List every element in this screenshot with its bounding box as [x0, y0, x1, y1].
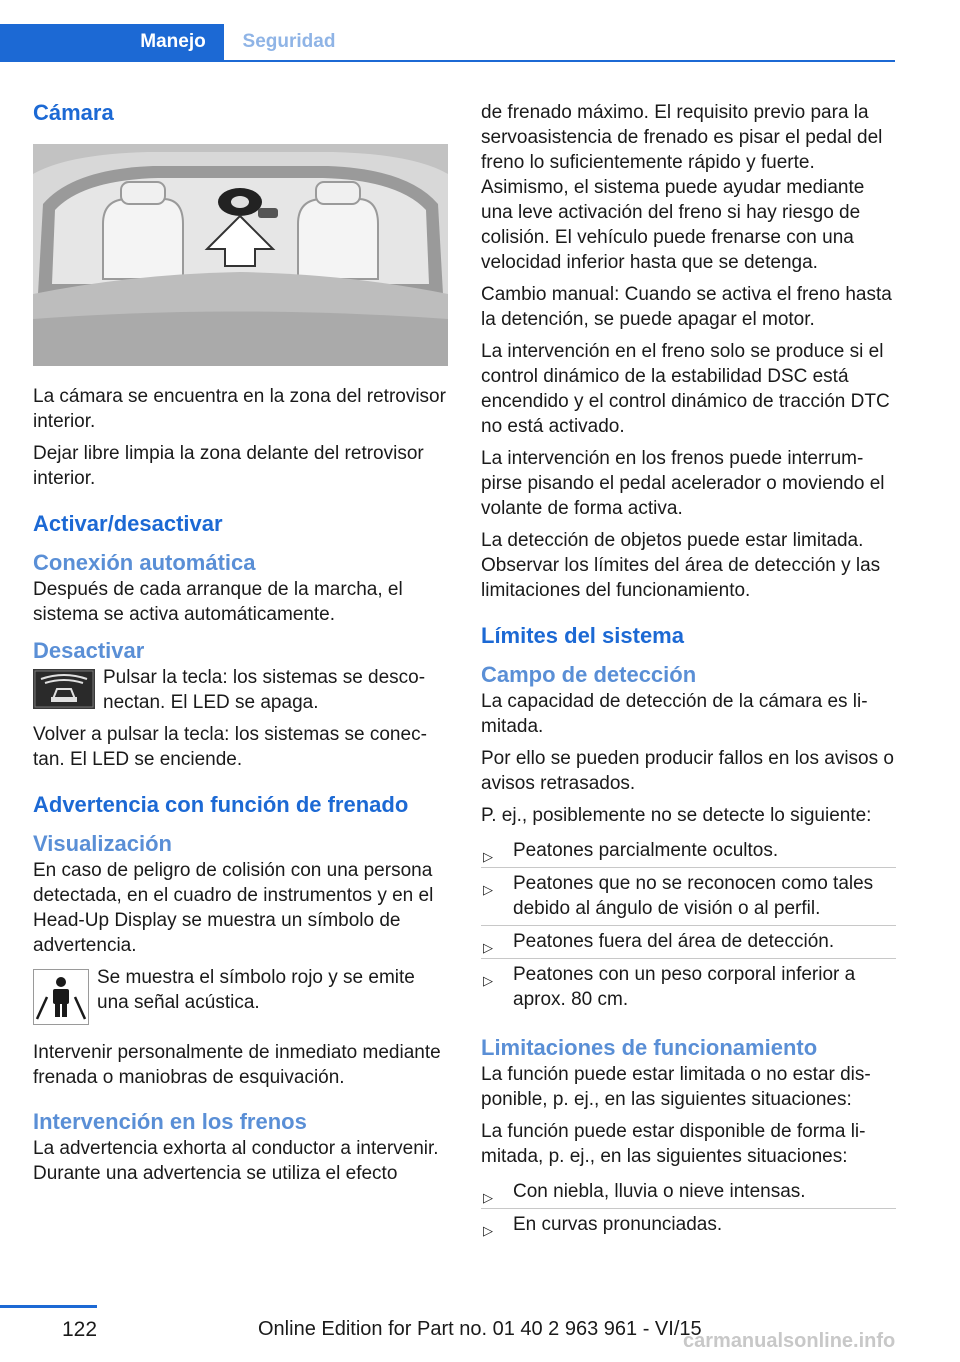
triangle-bullet-icon: ▷ — [483, 882, 493, 897]
edition-text: Online Edition for Part no. 01 40 2 963 961 - VI/15 — [258, 1318, 702, 1340]
text-intervenir: Intervenir personalmente de inmediato mediante frenada o maniobras de esquivación. — [33, 1042, 441, 1088]
list-item: ▷ Con niebla, lluvia o nieve intensas. — [481, 1176, 896, 1209]
triangle-bullet-icon: ▷ — [483, 973, 493, 988]
text-visualizacion: En caso de peligro de colisión con una persona detectada, en el cuadro de instrumentos y en el Head-Up Display se muestra un símbolo de advertencia. — [33, 860, 434, 956]
list-item: ▷ Peatones fuera del área de detección. — [481, 926, 896, 959]
rear-window-camera-image — [33, 144, 448, 366]
section-tab-bar — [0, 24, 895, 62]
left-column — [33, 98, 448, 1193]
text-intervencion: La advertencia exhorta al conductor a intervenir. Durante una advertencia se utiliza el efecto — [33, 1138, 439, 1184]
heading-intervencion: Intervención en los frenos — [33, 1109, 307, 1134]
triangle-bullet-icon: ▷ — [483, 849, 493, 864]
simbolo-row — [33, 965, 448, 1030]
text-simbolo: Se muestra el símbolo rojo y se emite una señal acústica. — [97, 967, 415, 1013]
triangle-bullet-icon: ▷ — [483, 1190, 493, 1205]
tab-bar-accent — [0, 24, 122, 60]
text-campo-1: La capacidad de detección de la cámara es limitada. — [481, 691, 868, 737]
text-desactivar-2: Volver a pulsar la tecla: los sistemas se conectan. El LED se enciende. — [33, 724, 427, 770]
text-right-5: La detección de objetos puede estar limitada. Observar los límites del área de detección y las limitaciones del funcionamiento. — [481, 530, 881, 601]
text-campo-2: Por ello se pueden producir fallos en los avisos o avisos retrasados. — [481, 748, 894, 794]
heading-campo: Campo de detección — [481, 662, 697, 687]
tab-bar-underline — [0, 60, 895, 62]
text-campo-3: P. ej., posiblemente no se detecte lo siguiente: — [481, 805, 872, 826]
text-right-3: La intervención en el freno solo se produce si el control dinámico de la estabilidad DSC está encendido y el control dinámico de tracción DTC no está activado. — [481, 341, 890, 437]
heading-visualizacion: Visualización — [33, 831, 172, 856]
list-item: ▷ Peatones parcialmente ocultos. — [481, 835, 896, 868]
tab-manejo[interactable]: Manejo — [122, 24, 224, 60]
heading-conexion: Conexión automática — [33, 550, 256, 575]
heading-desactivar: Desactivar — [33, 638, 145, 663]
list-not-detected — [481, 835, 896, 1016]
heading-limitaciones: Limitaciones de funcionamiento — [481, 1035, 818, 1060]
text-desactivar-1: Pulsar la tecla: los sistemas se desconectan. El LED se apaga. — [103, 667, 426, 713]
text-camara-1: La cámara se encuentra en la zona del retrovisor interior. — [33, 386, 446, 432]
heading-camara: Cámara — [33, 100, 114, 125]
list-item: ▷ En curvas pronunciadas. — [481, 1209, 896, 1241]
triangle-bullet-icon: ▷ — [483, 940, 493, 955]
list-item: ▷ Peatones con un peso corporal inferior a aprox. 80 cm. — [483, 964, 856, 1010]
heading-activar: Activar/desactivar — [33, 511, 223, 536]
text-right-2: Cambio manual: Cuando se activa el freno hasta la detención, se puede apagar el motor. — [481, 284, 892, 330]
pedestrian-warning-icon — [33, 969, 89, 1030]
heading-limites: Límites del sistema — [481, 623, 684, 648]
text-right-4: La intervención en los frenos puede interrumpirse pisando el pedal acelerador o moviendo el volante de forma activa. — [481, 448, 885, 519]
footer-accent-line — [0, 1305, 97, 1308]
list-limited-situations — [481, 1176, 896, 1241]
tab-seguridad[interactable]: Seguridad — [242, 31, 336, 52]
text-right-1: de frenado máximo. El requisito previo para la servoasistencia de frenado es pisar el pedal del freno lo suficientemente rápido y fuerte. Asimismo, el sistema puede ayudar mediante una leve activación del freno si hay riesgo de colisión. El vehículo puede frenarse con una velocidad inferior hasta que se detenga. — [481, 102, 883, 273]
collision-button-icon — [33, 669, 95, 714]
desactivar-row — [33, 665, 448, 715]
text-conexion: Después de cada arranque de la marcha, el sistema se activa automáticamente. — [33, 579, 403, 625]
text-camara-2: Dejar libre limpia la zona delante del retrovisor interior. — [33, 443, 424, 489]
heading-advertencia: Advertencia con función de frenado — [33, 792, 409, 817]
watermark: carmanualsonline.info — [683, 1330, 896, 1352]
list-item: ▷ Peatones que no se reconocen como tales debido al ángulo de visión o al perfil. — [481, 868, 896, 926]
text-lim-2: La función puede estar disponible de forma limitada, p. ej., en las siguientes situaciones: — [481, 1121, 866, 1167]
triangle-bullet-icon: ▷ — [483, 1223, 493, 1238]
right-column — [481, 100, 896, 1248]
page-number: 122 — [62, 1318, 98, 1341]
text-lim-1: La función puede estar limitada o no estar disponible, p. ej., en las siguientes situaciones: — [481, 1064, 871, 1110]
